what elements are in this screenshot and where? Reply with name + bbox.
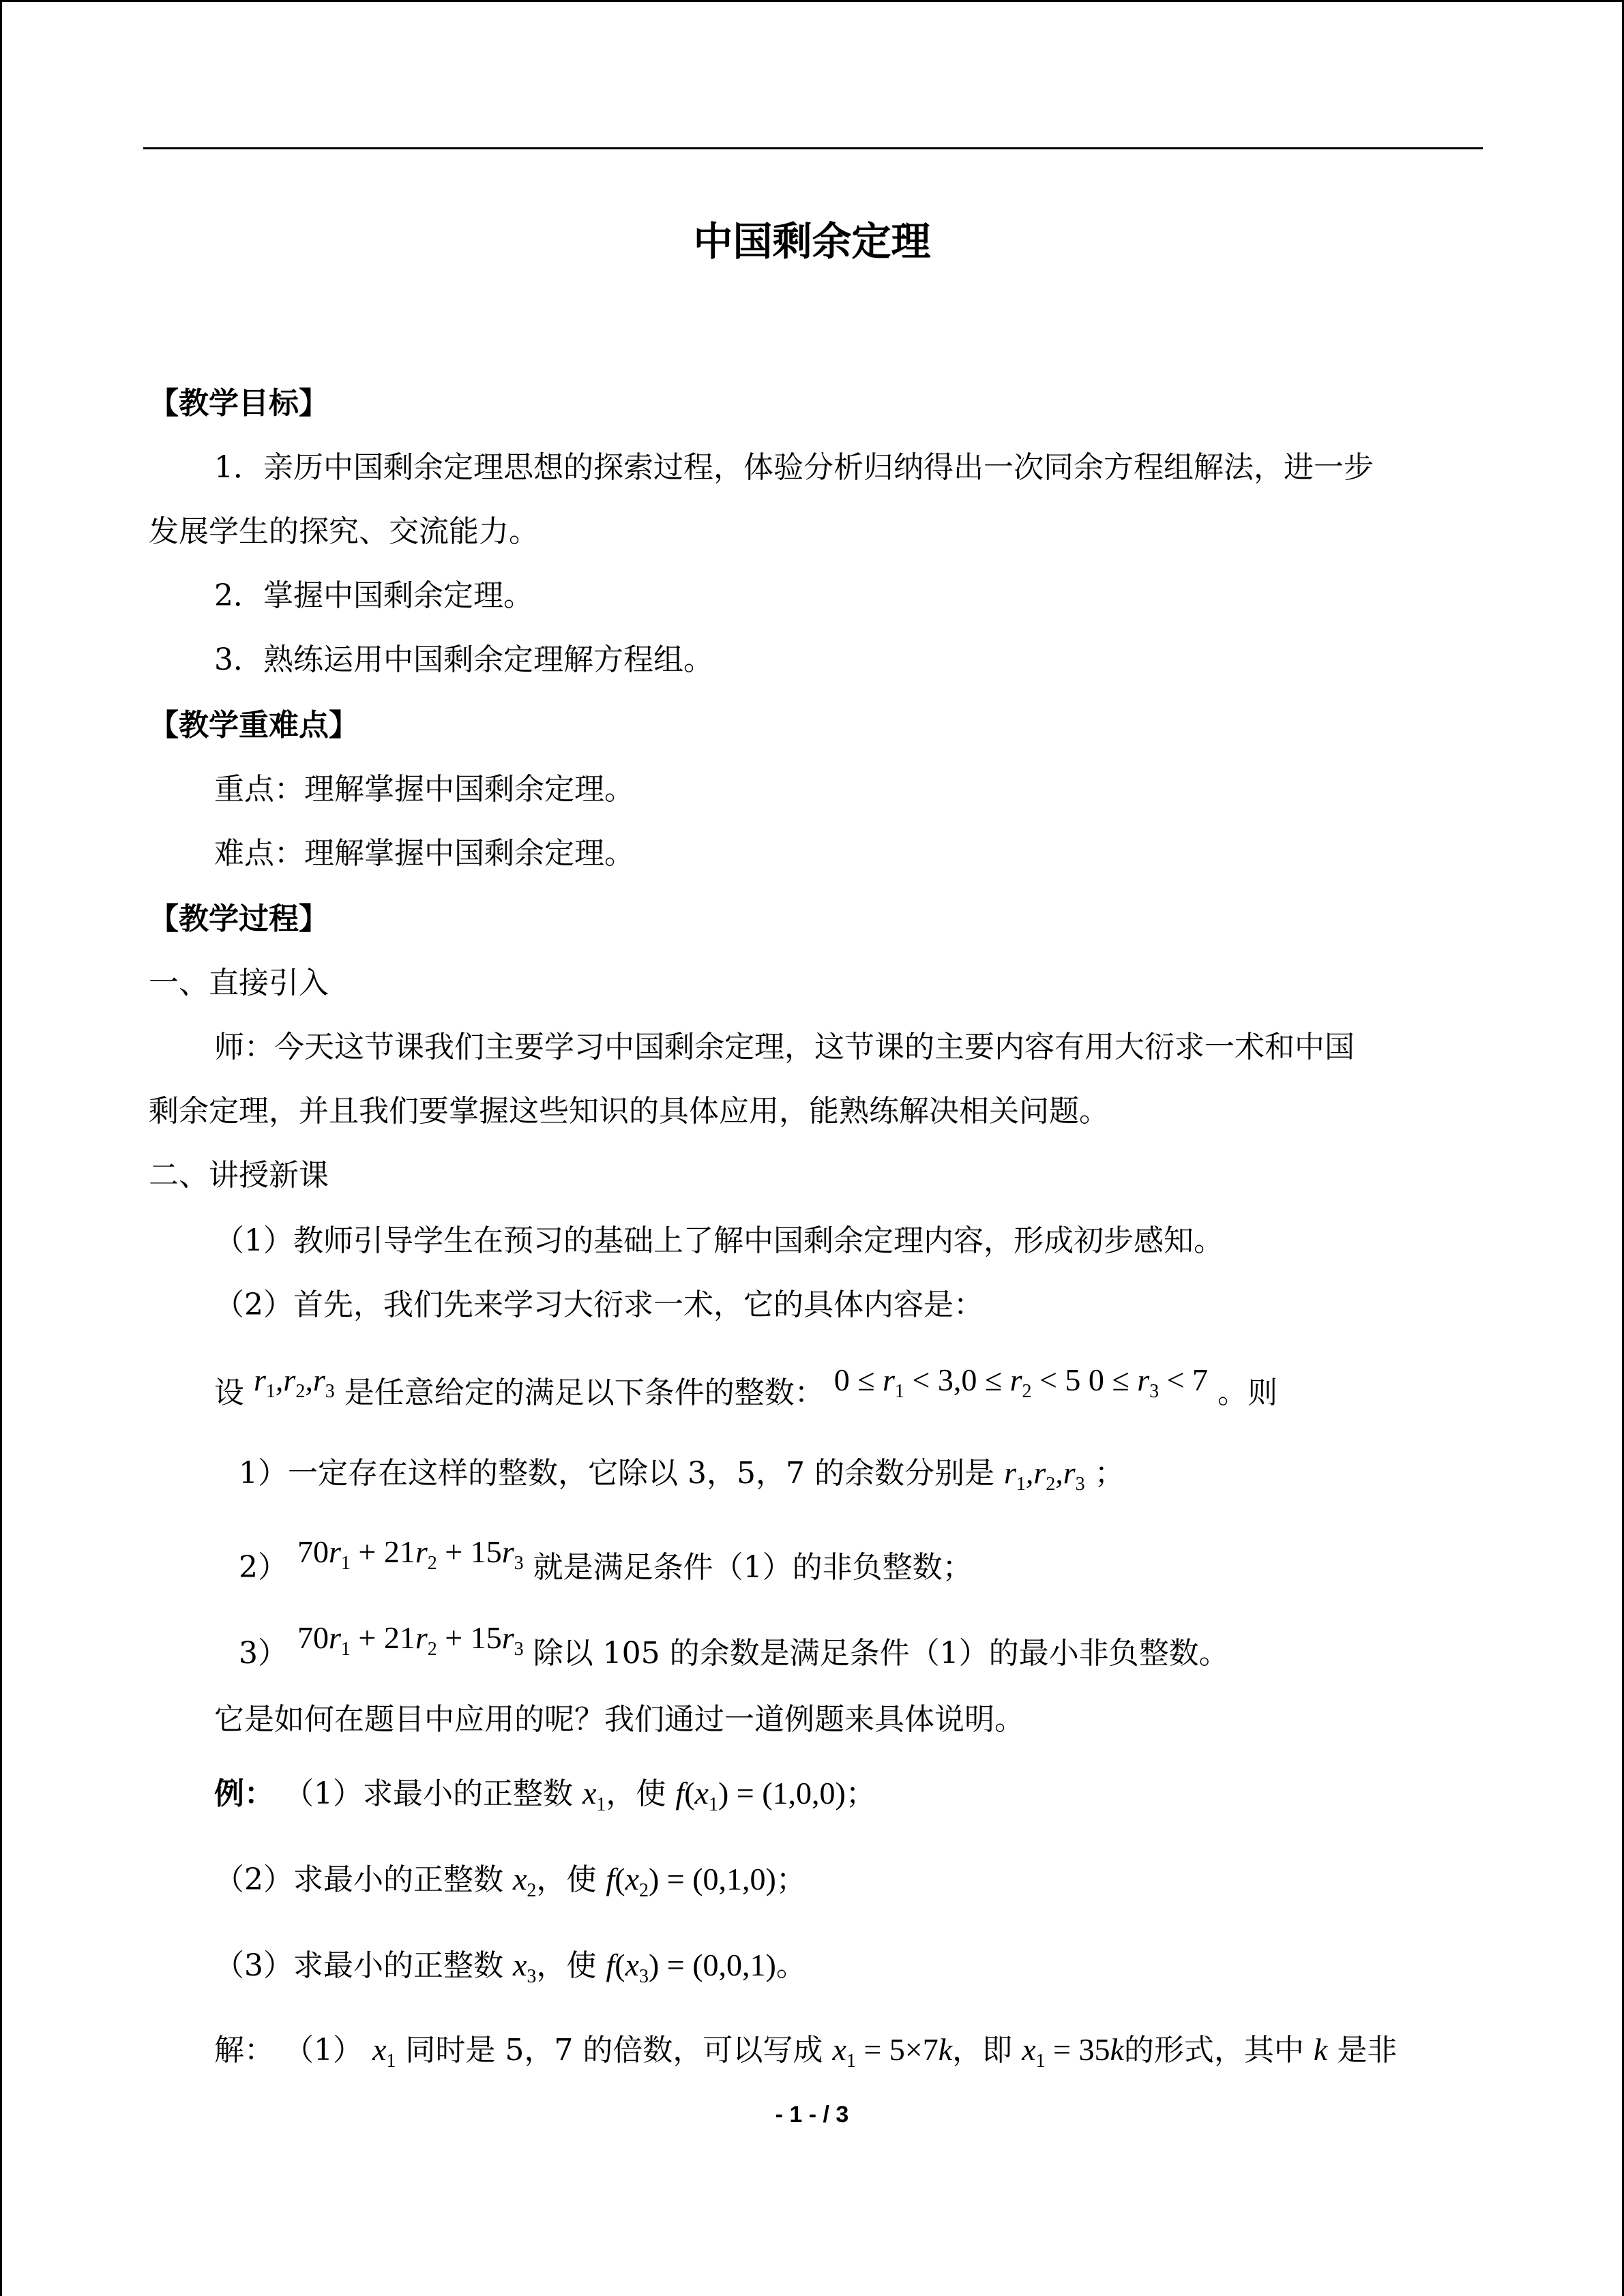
formula-x1: $x_1$ xyxy=(582,1776,606,1816)
set-line xyxy=(214,1362,1278,1425)
formula-linear-combination-2: $70r_1 + 21r_2 + 15r_3$ xyxy=(297,1620,524,1660)
formula-f-x3: $f(x_3) = (0,0,1)$ xyxy=(606,1948,776,1988)
solution-label: 解： xyxy=(214,2033,274,2068)
example-q1-value: (1,0,0) xyxy=(762,1776,846,1810)
example-q3 xyxy=(214,1945,806,1997)
header-rule xyxy=(143,147,1483,149)
example-q2-end: ； xyxy=(776,1862,806,1897)
page-number-footer: - 1 - / 3 xyxy=(775,2102,849,2128)
part-1-heading: 一、直接引入 xyxy=(149,966,329,1000)
example-q3-text: （3）求最小的正整数 xyxy=(214,1948,503,1983)
section-heading-goals: 【教学目标】 xyxy=(149,386,329,421)
set-prefix: 设 xyxy=(214,1375,244,1410)
item-3 xyxy=(239,1620,1229,1685)
example-q3-value: (0,0,1) xyxy=(692,1948,776,1982)
formula-r-list-2: $r_1,r_2,r_3$ xyxy=(1003,1455,1085,1495)
formula-k: k xyxy=(1313,2032,1328,2067)
set-suffix: 。则 xyxy=(1217,1375,1278,1410)
formula-r-list: $r_1,r_2,r_3$ xyxy=(254,1362,335,1403)
formula-f-x2: $f(x_2) = (0,1,0)$ xyxy=(606,1862,776,1902)
formula-linear-combination: $70r_1 + 21r_2 + 15r_3$ xyxy=(297,1534,524,1575)
section-heading-process: 【教学过程】 xyxy=(149,901,329,936)
example-q2-text: （2）求最小的正整数 xyxy=(214,1862,503,1897)
example-q1-text: （1）求最小的正整数 xyxy=(284,1776,573,1811)
goal-3: 3．熟练运用中国剩余定理解方程组。 xyxy=(214,642,713,677)
goal-1-line-1: 1．亲历中国剩余定理思想的探索过程，体验分析归纳得出一次同余方程组解法，进一步 xyxy=(214,450,1374,485)
formula-x3: $x_3$ xyxy=(513,1948,537,1988)
formula-f-x1: $f(x_1) = (1,0,0)$ xyxy=(675,1776,846,1816)
section-heading-keypoints: 【教学重难点】 xyxy=(149,708,359,743)
item-1-end: ； xyxy=(1094,1456,1125,1491)
formula-x1-product: $x_1 = 5\times 7k$ xyxy=(832,2032,953,2072)
example-q2-value: (0,1,0) xyxy=(692,1862,776,1896)
solution-line xyxy=(214,2029,1397,2082)
key-difficulty: 难点：理解掌握中国剩余定理。 xyxy=(214,836,634,871)
item-2-number: 2） xyxy=(239,1550,288,1585)
page-title: 中国剩余定理 xyxy=(693,218,931,265)
example-q2 xyxy=(214,1859,806,1911)
teacher-line-2: 剩余定理，并且我们要掌握这些知识的具体应用，能熟练解决相关问题。 xyxy=(149,1094,1109,1129)
example-label: 例： xyxy=(214,1776,274,1811)
goal-2: 2．掌握中国剩余定理。 xyxy=(214,578,533,613)
example-q1-end: ； xyxy=(845,1776,876,1811)
formula-conditions: $0 \le r_1 < 3,0 \le r_2 < 5$ $0 \le r_3 < 7$ xyxy=(833,1362,1209,1403)
set-middle: 是任意给定的满足以下条件的整数： xyxy=(344,1375,825,1410)
solution-part-3: ，即 xyxy=(952,2033,1013,2068)
part-2-heading: 二、讲授新课 xyxy=(149,1158,329,1193)
page-border-left xyxy=(0,0,2,2296)
step-1: （1）教师引导学生在预习的基础上了解中国剩余定理内容，形成初步感知。 xyxy=(214,1223,1224,1258)
page-border-top xyxy=(0,0,1624,2)
example-q2-so: ，使 xyxy=(536,1862,597,1897)
transition-sentence: 它是如何在题目中应用的呢？我们通过一道例题来具体说明。 xyxy=(214,1702,1024,1737)
item-3-number: 3） xyxy=(239,1636,288,1671)
item-2 xyxy=(239,1534,973,1599)
example-q1 xyxy=(214,1773,876,1825)
example-q3-so: ，使 xyxy=(536,1948,597,1983)
item-1 xyxy=(239,1452,1125,1505)
formula-x2: $x_2$ xyxy=(513,1862,537,1902)
solution-part-1: （1） xyxy=(284,2033,363,2068)
formula-x1-35k: $x_1 = 35k$ xyxy=(1022,2032,1124,2072)
item-1-text: 1）一定存在这样的整数，它除以 3，5，7 的余数分别是 xyxy=(239,1456,994,1491)
solution-part-2: 同时是 5，7 的倍数，可以写成 xyxy=(405,2033,823,2068)
example-q3-end: 。 xyxy=(776,1948,806,1983)
step-2: （2）首先，我们先来学习大衍求一术，它的具体内容是： xyxy=(214,1287,984,1322)
item-2-text: 就是满足条件（1）的非负整数； xyxy=(533,1550,973,1585)
solution-part-5: 是非 xyxy=(1337,2033,1398,2068)
key-focus: 重点：理解掌握中国剩余定理。 xyxy=(214,772,634,807)
example-q1-so: ，使 xyxy=(606,1776,666,1811)
teacher-line-1: 师：今天这节课我们主要学习中国剩余定理，这节课的主要内容有用大衍求一术和中国 xyxy=(214,1030,1355,1064)
item-3-text: 除以 105 的余数是满足条件（1）的最小非负整数。 xyxy=(533,1636,1229,1671)
goal-1-line-2: 发展学生的探究、交流能力。 xyxy=(149,514,539,549)
formula-x1-sol: $x_1$ xyxy=(372,2032,396,2072)
solution-part-4: 的形式，其中 xyxy=(1123,2033,1304,2068)
